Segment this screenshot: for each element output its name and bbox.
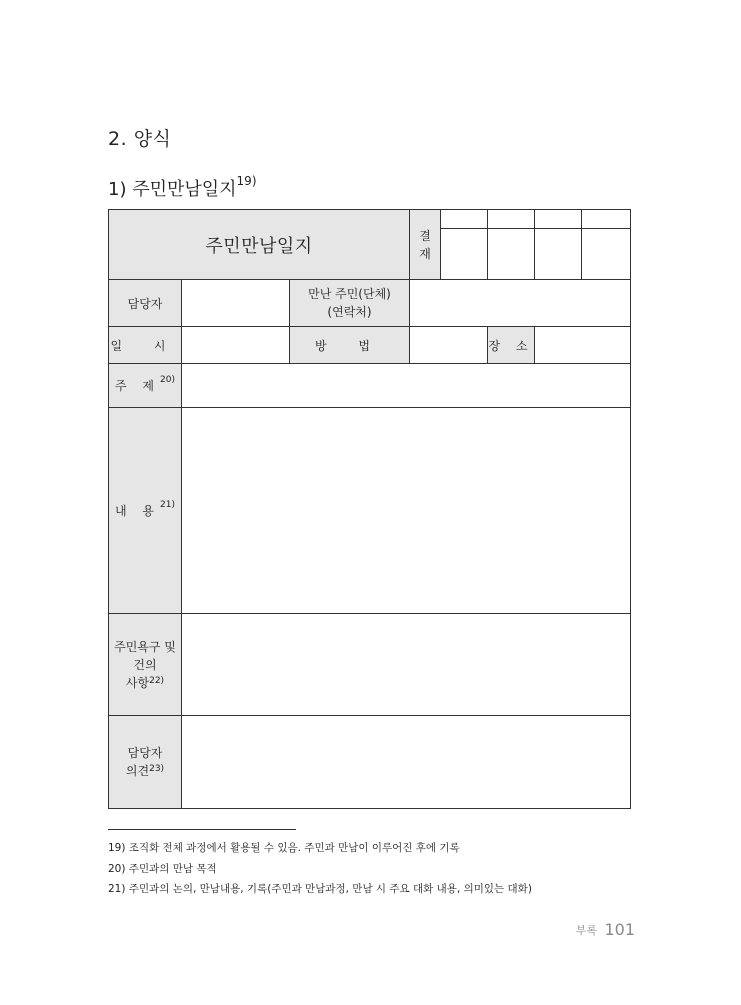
method-field[interactable] [410,327,488,364]
footnote-19: 19) 조직화 전체 과정에서 활용될 수 있음. 주민과 만남이 이루어진 후에 기록 [108,842,460,854]
datetime-label: 일 시 [109,327,182,364]
page-number: 101 [604,920,635,939]
footnote-ref: 19) [236,174,257,188]
opinion-label: 담당자 의견$^{23)}$ [109,716,182,809]
subsection-number: 1) [108,179,127,200]
footnote-divider [108,829,296,830]
needs-label: 주민욕구 및 건의 사항$^{22)}$ [109,614,182,716]
approval-sign-cell[interactable] [488,229,535,280]
place-label: 장 소 [488,327,535,364]
approval-sign-cell[interactable] [535,229,582,280]
footer-label: 부록 [575,924,597,937]
resident-field[interactable] [410,280,631,327]
approval-header-cell [441,210,488,229]
footnote-21: 21) 주민과의 논의, 만남내용, 기록(주민과 만남과정, 만남 시 주요 대화 내용, 의미있는 대화) [108,883,532,895]
datetime-field[interactable] [182,327,290,364]
subsection-heading [108,175,257,201]
approval-label [410,210,441,280]
approval-header-cell [488,210,535,229]
approval-label-top: 결 [419,228,431,243]
approval-header-cell [535,210,582,229]
section-heading [108,124,171,151]
staff-label: 담당자 [109,280,182,327]
approval-sign-cell[interactable] [582,229,631,280]
section-number: 2. [108,128,128,150]
needs-field[interactable] [182,614,631,716]
content-field[interactable] [182,408,631,614]
content-label: 내 용$^{21)}$ [109,408,182,614]
resident-label-text: 만난 주민(단체) [308,287,391,301]
resident-meeting-log-form [108,209,631,809]
approval-sign-cell[interactable] [441,229,488,280]
staff-field[interactable] [182,280,290,327]
place-field[interactable] [535,327,631,364]
approval-label-bottom: 재 [419,246,431,261]
method-label: 방 법 [290,327,410,364]
form-title: 주민만남일지 [109,210,410,280]
section-title: 양식 [133,128,172,150]
footnote-20: 20) 주민과의 만남 목적 [108,863,217,875]
page-footer [576,920,635,939]
contact-label-text: (연락처) [327,305,372,319]
topic-field[interactable] [182,364,631,408]
opinion-field[interactable] [182,716,631,809]
approval-header-cell [582,210,631,229]
resident-label [290,280,410,327]
subsection-title: 주민만남일지 [132,179,237,200]
topic-label: 주 제$^{20)}$ [109,364,182,408]
